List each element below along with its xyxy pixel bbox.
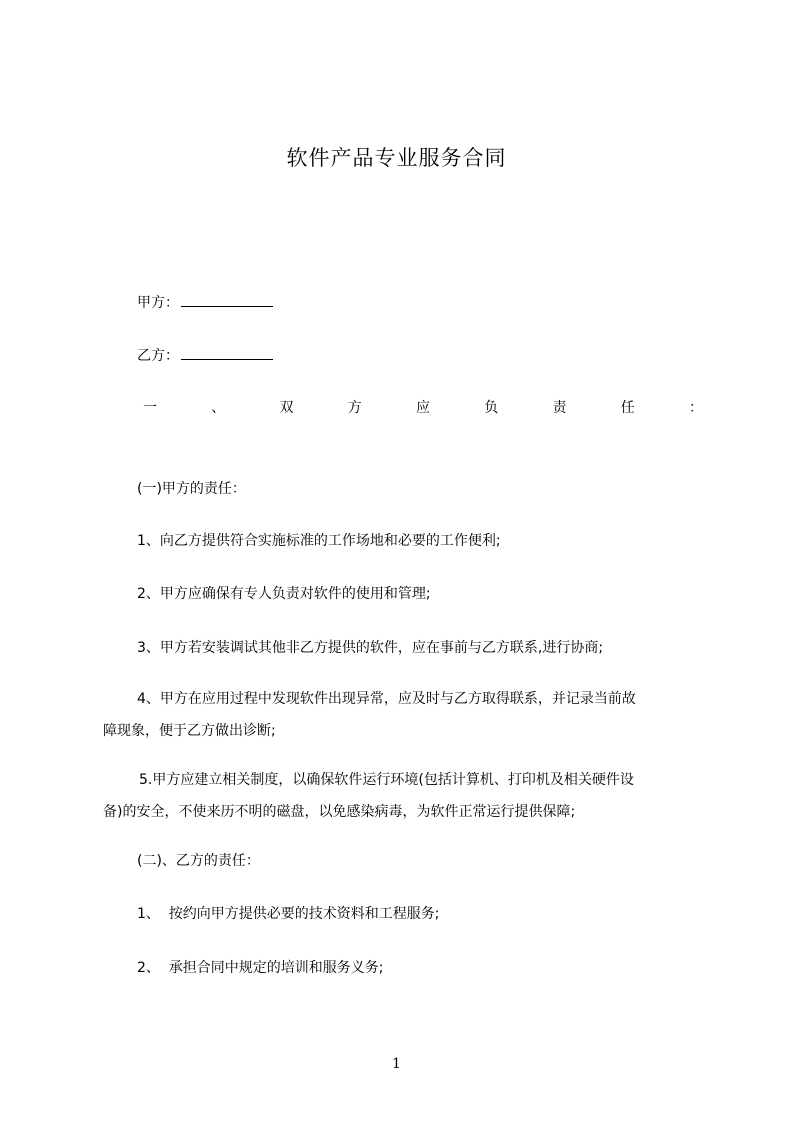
section-one-char: 双 bbox=[279, 400, 294, 416]
party-b-blank bbox=[181, 345, 273, 360]
party-a-duty-item-4 bbox=[103, 689, 636, 741]
party-b-duty-item: 2、 承担合同中规定的培训和服务义务; bbox=[137, 960, 384, 976]
party-b-line bbox=[137, 345, 273, 366]
party-a-duty-item: 1、向乙方提供符合实施标准的工作场地和必要的工作便利; bbox=[137, 533, 501, 549]
party-a-duty-item: 2、甲方应确保有专人负责对软件的使用和管理; bbox=[137, 586, 431, 602]
section-one-char: 责 bbox=[552, 400, 567, 416]
section-one-char: 任 bbox=[620, 400, 635, 416]
party-a-duty-item-5 bbox=[103, 770, 634, 822]
section-one-heading bbox=[143, 398, 703, 418]
party-a-blank bbox=[181, 292, 273, 307]
party-b-label: 乙方： bbox=[137, 348, 179, 364]
duty4-line1: 4、甲方在应用过程中发现软件出现异常，应及时与乙方取得联系，并记录当前故 bbox=[137, 691, 636, 707]
section-one-char: 负 bbox=[484, 400, 499, 416]
section-one-char: 、 bbox=[211, 400, 226, 416]
party-a-label: 甲方： bbox=[137, 295, 179, 311]
party-a-duty-item: 3、甲方若安装调试其他非乙方提供的软件，应在事前与乙方联系,进行协商; bbox=[137, 640, 604, 656]
section-one-char: 一 bbox=[143, 400, 157, 416]
document-title: 软件产品专业服务合同 bbox=[286, 146, 507, 170]
page-number: 1 bbox=[392, 1056, 401, 1072]
duty5-line1: 5.甲方应建立相关制度，以确保软件运行环境(包括计算机、打印机及相关硬件设 bbox=[139, 772, 634, 788]
duty5-line2: 备)的安全，不使来历不明的磁盘，以免感染病毒，为软件正常运行提供保障; bbox=[103, 804, 576, 820]
section-one-char: ： bbox=[689, 400, 703, 416]
party-b-duties-heading: (二)、乙方的责任： bbox=[137, 853, 260, 869]
party-a-line bbox=[137, 292, 273, 313]
section-one-char: 方 bbox=[347, 400, 362, 416]
party-b-duty-item: 1、 按约向甲方提供必要的技术资料和工程服务; bbox=[137, 906, 440, 922]
duty4-line2: 障现象，便于乙方做出诊断; bbox=[103, 723, 276, 739]
section-one-char: 应 bbox=[416, 400, 430, 416]
party-a-duties-heading: (一)甲方的责任： bbox=[137, 481, 246, 497]
